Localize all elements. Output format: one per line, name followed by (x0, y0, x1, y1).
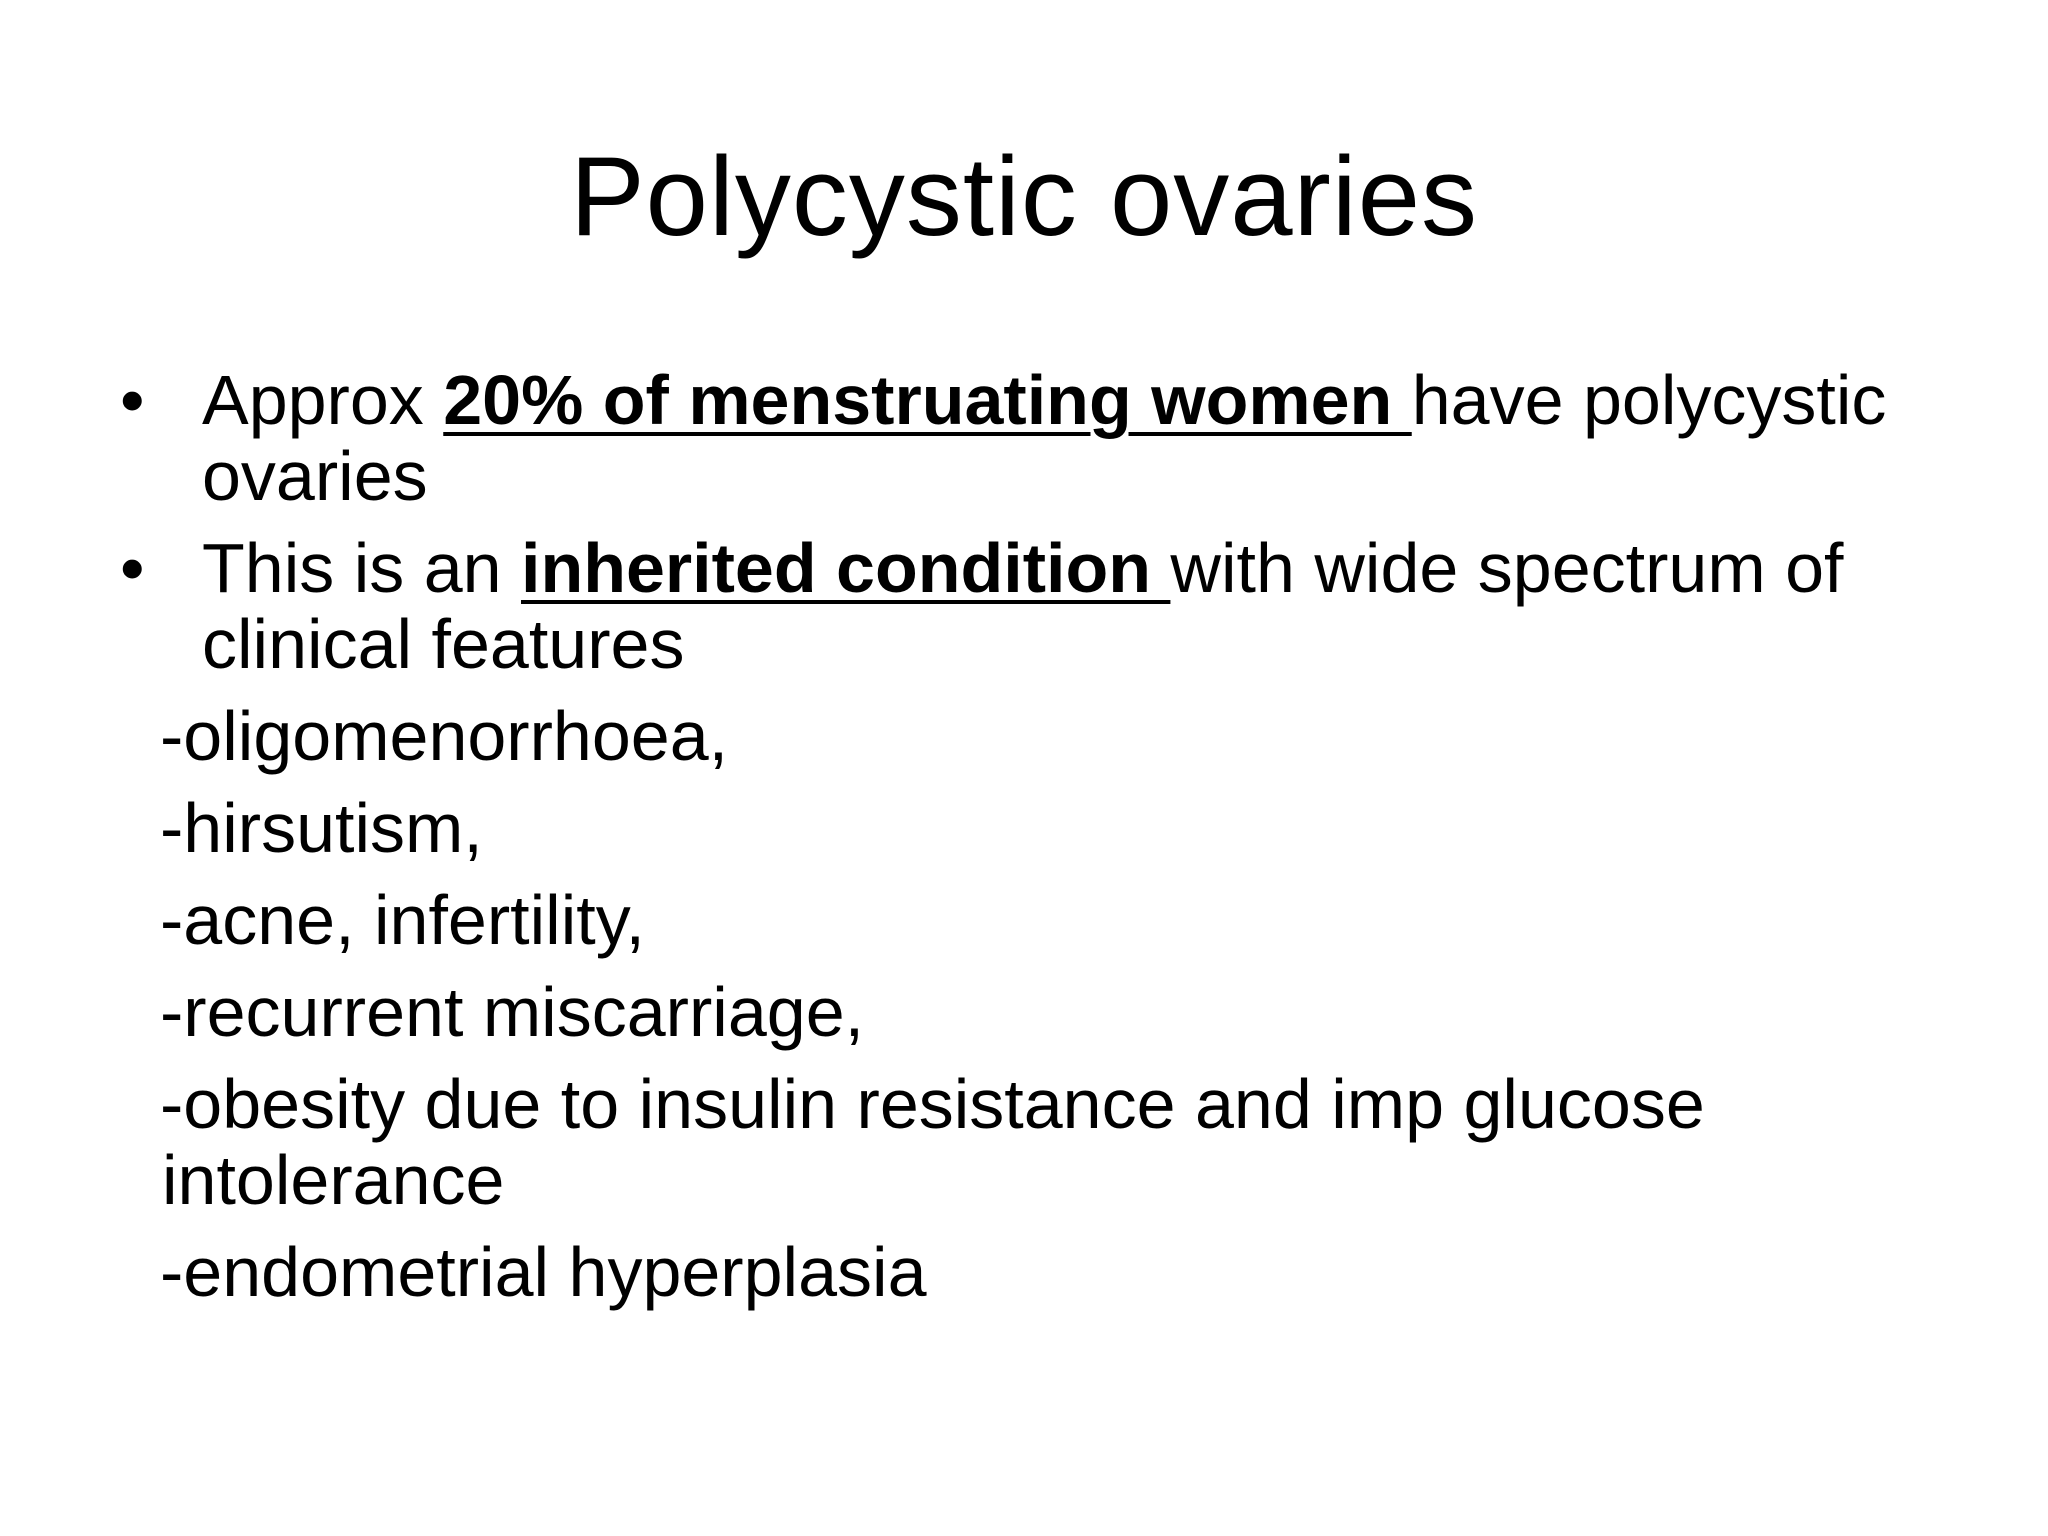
bullet-highlight: 20% of menstruating women (443, 361, 1412, 439)
bullet-marker: • (120, 529, 145, 607)
feature-item: -endometrial hyperplasia (160, 1233, 927, 1311)
bullet-marker: • (120, 361, 145, 439)
feature-item: -hirsutism, (160, 789, 483, 867)
feature-item: -acne, infertility, (160, 881, 645, 959)
bullet-item (120, 530, 1920, 682)
feature-item: -obesity due to insulin resistance and imp glucose intolerance (160, 1065, 1705, 1219)
bullet-text: have polycystic ovaries (202, 361, 1887, 515)
bullet-item (120, 362, 1920, 514)
bullet-text: with wide spectrum of clinical features (202, 529, 1844, 683)
bullet-highlight: inherited condition (521, 529, 1171, 607)
slide-title: Polycystic ovaries (569, 134, 1479, 259)
bullet-text: This is an (202, 529, 521, 607)
feature-item: -oligomenorrhoea, (160, 697, 729, 775)
slide-body (120, 362, 1920, 1326)
feature-item: -recurrent miscarriage, (160, 973, 865, 1051)
bullet-text: Approx (202, 361, 444, 439)
